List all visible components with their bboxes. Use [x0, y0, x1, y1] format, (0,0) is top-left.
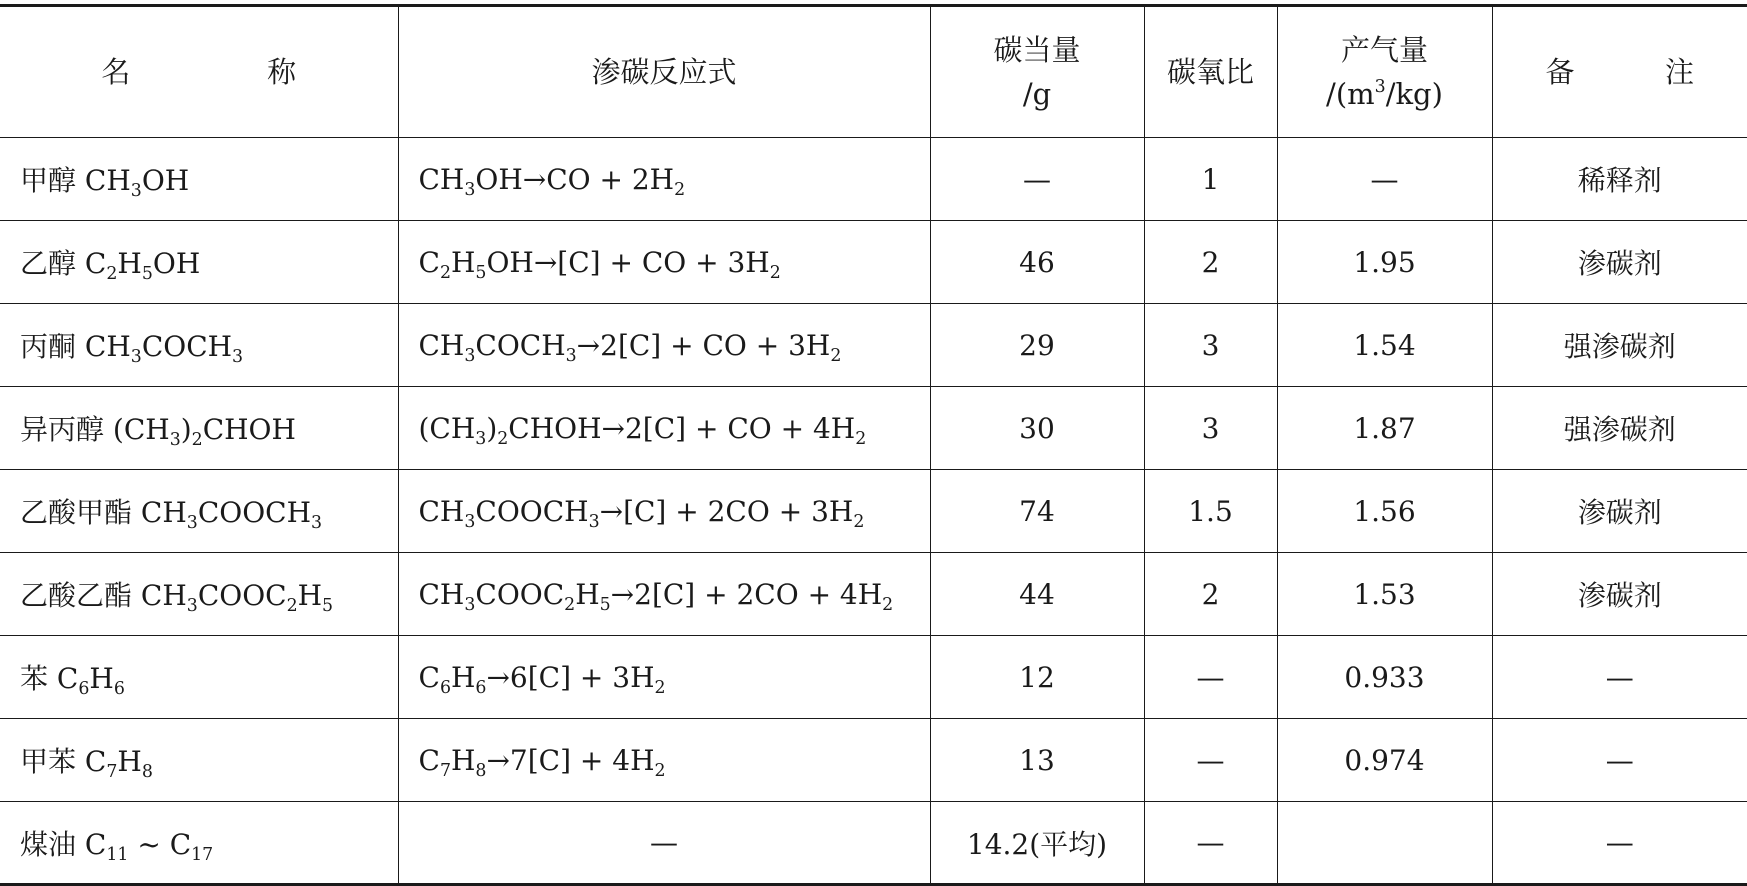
header-gas-yield-unit-pre: /(m [1326, 77, 1375, 111]
compound-name: 煤油 [20, 827, 77, 861]
reaction-segment: 2 [674, 179, 686, 200]
reaction-segment: 2 [654, 677, 666, 698]
header-gas-yield-line1: 产气量 [1340, 33, 1428, 67]
cell-carbon-equivalent: — [930, 138, 1144, 221]
header-carbon-equivalent [930, 6, 1144, 138]
header-name [0, 6, 398, 138]
reaction-segment: 2 [830, 345, 842, 366]
reaction-segment: CH [418, 328, 465, 362]
cell-carbon-equivalent: 12 [930, 636, 1144, 719]
header-carbon-oxygen-ratio: 碳氧比 [1144, 6, 1277, 138]
reaction-segment: CHOH→2[C] + CO + 4H [508, 411, 856, 445]
reaction-segment: →[C] + 2CO + 3H [599, 494, 854, 528]
reaction-segment: 5 [475, 262, 487, 283]
compound-name: 苯 [20, 662, 49, 695]
formula-segment: 3 [130, 347, 142, 368]
formula-segment: 17 [191, 844, 214, 865]
reaction-segment: CH [418, 577, 465, 611]
cell-reaction [398, 304, 930, 387]
table-row [0, 802, 1747, 885]
reaction-segment: →7[C] + 4H [486, 743, 655, 777]
cell-reaction [398, 719, 930, 802]
formula-segment: 7 [106, 762, 118, 783]
cell-carbon-oxygen-ratio: — [1144, 636, 1277, 719]
header-gas-yield-unit-sup: 3 [1374, 76, 1386, 97]
cell-name [0, 387, 398, 470]
compound-name: 乙醇 [20, 247, 77, 280]
formula-segment: CHOH [202, 413, 296, 446]
formula-segment: CH [140, 496, 187, 529]
formula-segment: H [89, 662, 114, 695]
reaction-segment: (CH [418, 411, 476, 445]
formula-segment: 3 [130, 181, 142, 202]
formula-segment: 3 [232, 347, 244, 368]
formula-segment: 5 [322, 596, 334, 617]
table-row [0, 553, 1747, 636]
cell-remark: 渗碳剂 [1492, 553, 1747, 636]
reaction-segment: →2[C] + 2CO + 4H [610, 577, 883, 611]
header-carbon-equivalent-line2: /g [1022, 77, 1052, 111]
reaction-segment: 3 [475, 428, 487, 449]
cell-reaction [398, 221, 930, 304]
formula-segment: 3 [186, 596, 198, 617]
compound-name: 甲苯 [20, 745, 77, 778]
cell-gas-yield: — [1277, 138, 1492, 221]
cell-gas-yield: 1.53 [1277, 553, 1492, 636]
table-row [0, 221, 1747, 304]
compound-name: 乙酸甲酯 [20, 496, 133, 529]
cell-carbon-oxygen-ratio: 2 [1144, 221, 1277, 304]
formula-segment: 5 [141, 264, 153, 285]
cell-gas-yield: 1.54 [1277, 304, 1492, 387]
formula-segment: CH [140, 579, 187, 612]
table-row [0, 387, 1747, 470]
compound-name: 异丙醇 [20, 413, 105, 446]
formula-segment: ) [180, 413, 192, 446]
reaction-segment: C [418, 245, 440, 279]
cell-remark: — [1492, 719, 1747, 802]
formula-segment: H [117, 745, 142, 778]
header-gas-yield-unit-post: /kg) [1385, 77, 1443, 111]
reaction-segment: OH→[C] + CO + 3H [486, 245, 770, 279]
reaction-segment: →2[C] + CO + 3H [576, 328, 831, 362]
compound-name: 丙酮 [20, 330, 77, 363]
cell-carbon-oxygen-ratio: — [1144, 802, 1277, 885]
cell-gas-yield: 1.87 [1277, 387, 1492, 470]
reaction-segment: COOCH [475, 494, 589, 528]
reaction-segment: 7 [439, 760, 451, 781]
cell-carbon-oxygen-ratio: 2 [1144, 553, 1277, 636]
reaction-segment: →6[C] + 3H [486, 660, 655, 694]
cell-reaction [398, 138, 930, 221]
formula-segment: 3 [186, 513, 198, 534]
cell-reaction [398, 387, 930, 470]
reaction-segment: 5 [599, 594, 611, 615]
formula-segment: CH [84, 164, 131, 197]
cell-carbon-oxygen-ratio: 3 [1144, 304, 1277, 387]
reaction-segment: H [450, 660, 476, 694]
formula-segment: 3 [311, 513, 323, 534]
reaction-segment: 8 [475, 760, 487, 781]
reaction-segment: 3 [464, 179, 476, 200]
header-remark-text: 备 注 [1545, 55, 1735, 89]
cell-carbon-oxygen-ratio: 1.5 [1144, 470, 1277, 553]
reaction-segment: C [418, 660, 440, 694]
formula-segment: 11 [106, 844, 129, 865]
header-name-text: 名 称 [101, 55, 360, 89]
table-row [0, 304, 1747, 387]
formula-segment: COCH [141, 330, 233, 363]
cell-remark: — [1492, 802, 1747, 885]
formula-segment: OH [152, 247, 201, 280]
formula-segment: 6 [78, 679, 90, 700]
reaction-segment: COCH [475, 328, 566, 362]
formula-segment: H [297, 579, 323, 612]
formula-segment: CH [84, 330, 131, 363]
formula-segment: H [117, 247, 142, 280]
reaction-segment: CH [418, 162, 465, 196]
cell-carbon-oxygen-ratio: — [1144, 719, 1277, 802]
table-row [0, 470, 1747, 553]
cell-name [0, 138, 398, 221]
cell-remark: 强渗碳剂 [1492, 304, 1747, 387]
cell-carbon-equivalent: 13 [930, 719, 1144, 802]
table-row [0, 636, 1747, 719]
cell-carbon-oxygen-ratio: 3 [1144, 387, 1277, 470]
reaction-segment: ) [486, 411, 498, 445]
formula-segment: C [84, 247, 107, 280]
reaction-segment: 2 [564, 594, 576, 615]
header-remark [1492, 6, 1747, 138]
cell-remark: 强渗碳剂 [1492, 387, 1747, 470]
carburizing-agents-table [0, 4, 1747, 886]
cell-carbon-equivalent: 29 [930, 304, 1144, 387]
header-reaction: 渗碳反应式 [398, 6, 930, 138]
reaction-segment: 2 [439, 262, 451, 283]
cell-remark: 渗碳剂 [1492, 221, 1747, 304]
formula-segment: COOC [197, 579, 287, 612]
cell-reaction [398, 470, 930, 553]
formula-segment: 2 [106, 264, 118, 285]
formula-segment: C [56, 662, 79, 695]
compound-name: 乙酸乙酯 [20, 579, 133, 612]
cell-remark: — [1492, 636, 1747, 719]
formula-segment: 2 [286, 596, 298, 617]
cell-reaction: — [398, 802, 930, 885]
cell-carbon-equivalent: 74 [930, 470, 1144, 553]
cell-gas-yield: 0.974 [1277, 719, 1492, 802]
cell-reaction [398, 553, 930, 636]
cell-carbon-equivalent: 46 [930, 221, 1144, 304]
cell-name [0, 636, 398, 719]
compound-name: 甲醇 [20, 164, 77, 197]
header-gas-yield [1277, 6, 1492, 138]
table-body [0, 138, 1747, 885]
reaction-segment: 2 [855, 428, 867, 449]
reaction-segment: 3 [464, 511, 476, 532]
formula-segment: 2 [191, 430, 203, 451]
reaction-segment: CH [418, 494, 465, 528]
reaction-segment: 2 [853, 511, 865, 532]
cell-name [0, 221, 398, 304]
reaction-segment: 6 [475, 677, 487, 698]
cell-carbon-equivalent: 14.2(平均) [930, 802, 1144, 885]
reaction-segment: 3 [565, 345, 577, 366]
cell-carbon-oxygen-ratio: 1 [1144, 138, 1277, 221]
header-carbon-equivalent-line1: 碳当量 [993, 33, 1081, 67]
formula-segment: 6 [113, 679, 125, 700]
reaction-segment: OH→CO + 2H [475, 162, 675, 196]
cell-gas-yield [1277, 802, 1492, 885]
table-row [0, 719, 1747, 802]
reaction-segment: H [450, 743, 476, 777]
reaction-segment: 2 [769, 262, 781, 283]
formula-segment: 8 [141, 762, 153, 783]
formula-segment: OH [141, 164, 190, 197]
cell-gas-yield: 1.95 [1277, 221, 1492, 304]
reaction-segment: 3 [588, 511, 600, 532]
reaction-segment: 6 [439, 677, 451, 698]
cell-gas-yield: 0.933 [1277, 636, 1492, 719]
formula-segment: 3 [169, 430, 181, 451]
formula-segment: ~ C [128, 827, 192, 861]
formula-segment: (CH [112, 413, 170, 446]
reaction-segment: 2 [882, 594, 894, 615]
cell-reaction [398, 636, 930, 719]
cell-name [0, 802, 398, 885]
reaction-segment: 2 [497, 428, 509, 449]
cell-carbon-equivalent: 44 [930, 553, 1144, 636]
reaction-segment: COOC [475, 577, 565, 611]
cell-name [0, 470, 398, 553]
formula-segment: C [84, 827, 107, 861]
cell-remark: 渗碳剂 [1492, 470, 1747, 553]
reaction-segment: H [450, 245, 476, 279]
cell-name [0, 304, 398, 387]
formula-segment: COOCH [197, 496, 311, 529]
reaction-segment: 3 [464, 345, 476, 366]
table-header-row [0, 6, 1747, 138]
reaction-segment: C [418, 743, 440, 777]
cell-name [0, 719, 398, 802]
cell-gas-yield: 1.56 [1277, 470, 1492, 553]
reaction-segment: 3 [464, 594, 476, 615]
cell-name [0, 553, 398, 636]
header-gas-yield-line2 [1326, 77, 1443, 111]
table-row [0, 138, 1747, 221]
reaction-segment: H [575, 577, 600, 611]
cell-carbon-equivalent: 30 [930, 387, 1144, 470]
formula-segment: C [84, 745, 107, 778]
reaction-segment: 2 [654, 760, 666, 781]
cell-remark: 稀释剂 [1492, 138, 1747, 221]
